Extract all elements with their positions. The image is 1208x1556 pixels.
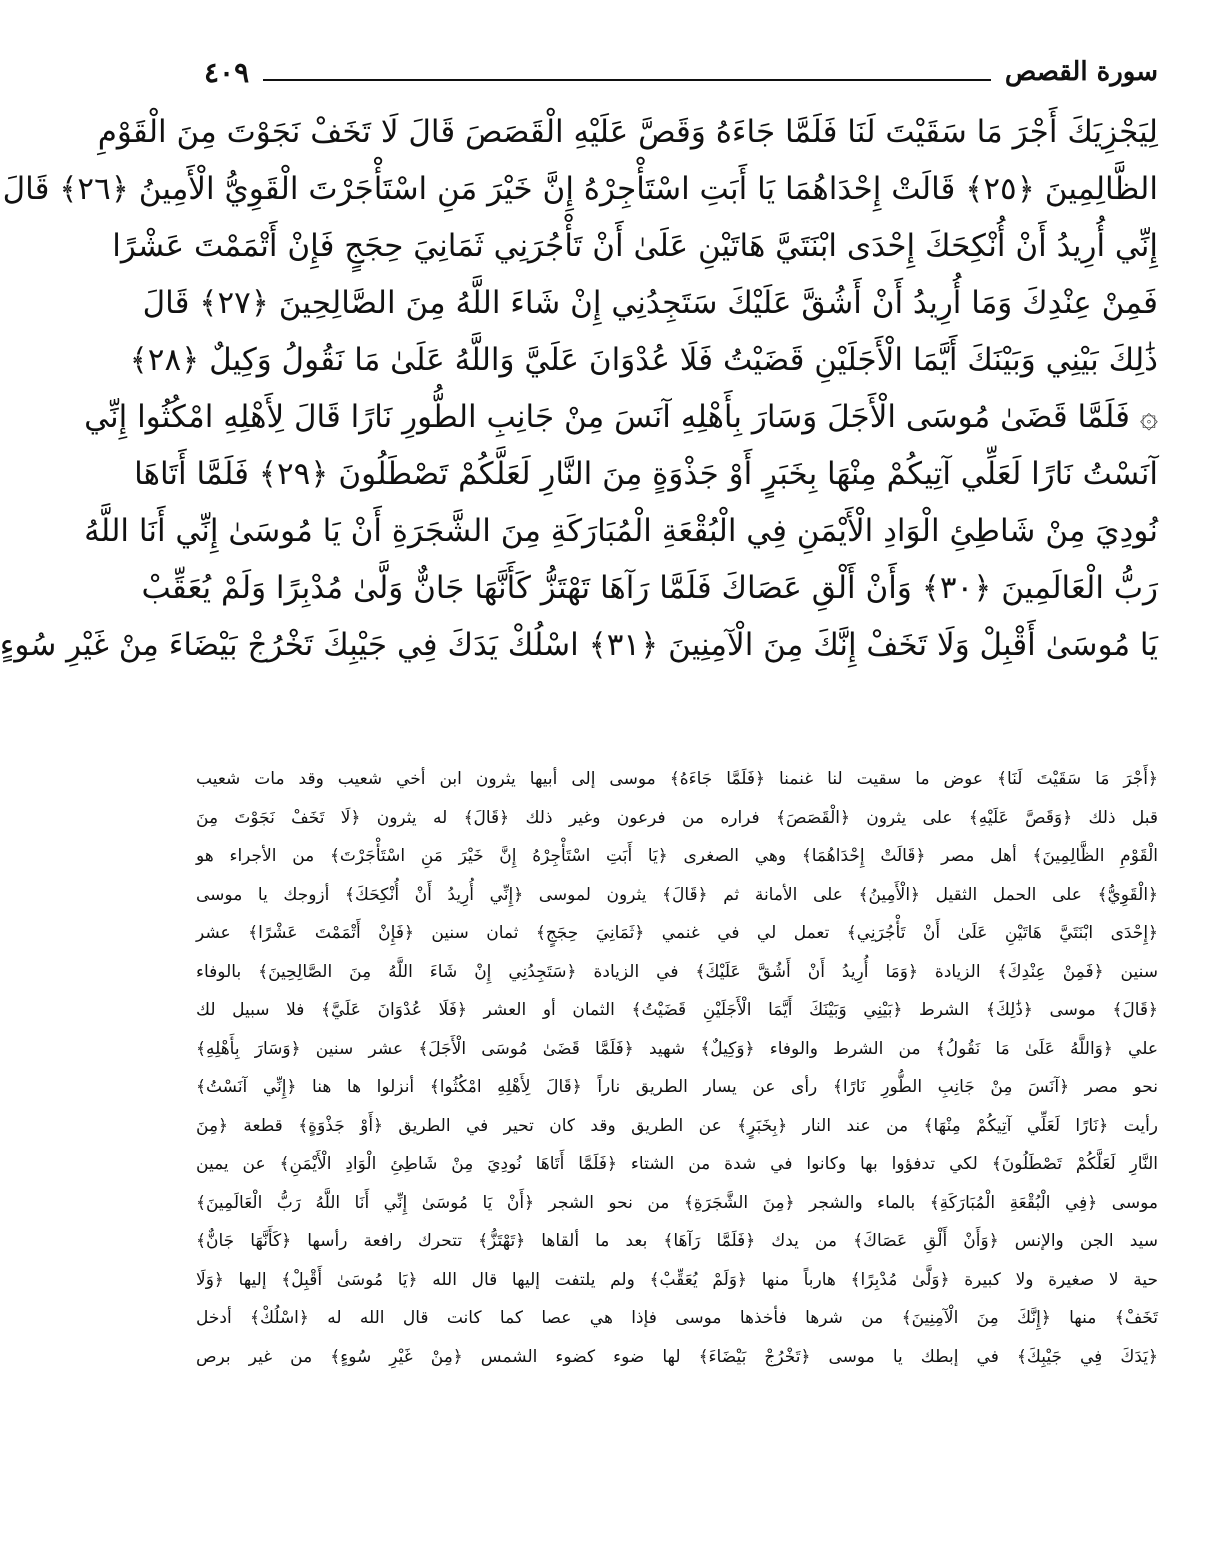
quran-line: نُودِيَ مِنْ شَاطِئِ الْوَادِ الْأَيْمَنِ فِي الْبُقْعَةِ الْمُبَارَكَةِ مِنَ الشَّجَرَةِ أَنْ يَا مُوسَىٰ إِنِّي أَنَا اللَّهُ [84, 513, 1158, 549]
commentary-line: سنين ﴿فَمِنْ عِنْدِكَ﴾ الزيادة ﴿وَمَا أُرِيدُ أَنْ أَشُقَّ عَلَيْكَ﴾ في الزيادة ﴿سَتَجِدُنِي إِنْ شَاءَ اللَّهُ مِنَ الصَّالِحِينَ﴾ بالوفاء [196, 961, 1158, 982]
commentary-line: النَّارِ لَعَلَّكُمْ تَصْطَلُونَ﴾ لكي تدفؤوا بها وكانوا في شدة من الشتاء ﴿فَلَمَّا أَتَاهَا نُودِيَ مِنْ شَاطِئِ الْوَادِ الْأَيْمَنِ﴾ عن يمين [196, 1154, 1158, 1174]
page-header [204, 52, 1158, 92]
quran-line: ذَٰلِكَ بَيْنِي وَبَيْنَكَ أَيَّمَا الْأَجَلَيْنِ قَضَيْتُ فَلَا عُدْوَانَ عَلَيَّ وَاللَّهُ عَلَىٰ مَا نَقُولُ وَكِيلٌ ﴿٢٨﴾ [129, 342, 1158, 378]
quran-line: إِنِّي أُرِيدُ أَنْ أُنْكِحَكَ إِحْدَى ابْنَتَيَّ هَاتَيْنِ عَلَىٰ أَنْ تَأْجُرَنِي ثَمَانِيَ حِجَجٍ فَإِنْ أَتْمَمْتَ عَشْرًا [112, 228, 1158, 264]
commentary-line: رأيت ﴿نَارًا لَعَلِّي آتِيكُمْ مِنْهَا﴾ من عند النار ﴿بِخَبَرٍ﴾ عن الطريق وقد كان تحير في الطريق ﴿أَوْ جَذْوَةٍ﴾ قطعة ﴿مِنَ [196, 1115, 1158, 1136]
commentary-line: حية لا صغيرة ولا كبيرة ﴿وَلَّىٰ مُدْبِرًا﴾ هارباً منها ﴿وَلَمْ يُعَقِّبْ﴾ ولم يلتفت إليها قال الله ﴿يَا مُوسَىٰ أَقْبِلْ﴾ إليها ﴿وَلَا [196, 1269, 1158, 1290]
commentary-line: سيد الجن والإنس ﴿وَأَنْ أَلْقِ عَصَاكَ﴾ من يدك ﴿فَلَمَّا رَآهَا﴾ بعد ما ألقاها ﴿تَهْتَزُّ﴾ تتحرك رافعة رأسها ﴿كَأَنَّهَا جَانٌّ﴾ [196, 1231, 1158, 1251]
commentary-line: ﴿يَدَكَ فِي جَيْبِكَ﴾ في إبطك يا موسى ﴿تَخْرُجْ بَيْضَاءَ﴾ لها ضوء كضوء الشمس ﴿مِنْ غَيْرِ سُوءٍ﴾ من غير برص [196, 1346, 1158, 1367]
commentary-line: قبل ذلك ﴿وَقَصَّ عَلَيْهِ﴾ على يثرون ﴿الْقَصَصَ﴾ فراره من فرعون وغير ذلك ﴿قَالَ﴾ له يثرون ﴿لَا تَخَفْ نَجَوْتَ مِنَ [196, 807, 1158, 828]
header-divider [263, 79, 991, 81]
tafsir-commentary-block [196, 760, 1158, 1376]
commentary-line: تَخَفْ﴾ منها ﴿إِنَّكَ مِنَ الْآمِنِينَ﴾ من شرها فأخذها موسى فإذا هي عصا كما كانت قال الله له ﴿اسْلُكْ﴾ أدخل [196, 1308, 1158, 1328]
commentary-line: ﴿قَالَ﴾ موسى ﴿ذَٰلِكَ﴾ الشرط ﴿بَيْنِي وَبَيْنَكَ أَيَّمَا الْأَجَلَيْنِ قَضَيْتُ﴾ الثمان أو العشر ﴿فَلَا عُدْوَانَ عَلَيَّ﴾ فلا سبيل لك [196, 1000, 1158, 1020]
quran-line: ۞ فَلَمَّا قَضَىٰ مُوسَى الْأَجَلَ وَسَارَ بِأَهْلِهِ آنَسَ مِنْ جَانِبِ الطُّورِ نَارًا قَالَ لِأَهْلِهِ امْكُثُوا إِنِّي [84, 399, 1158, 435]
page-number: ٤٠٩ [204, 55, 250, 89]
commentary-line: نحو مصر ﴿آنَسَ مِنْ جَانِبِ الطُّورِ نَارًا﴾ رأى عن يسار الطريق ناراً ﴿قَالَ لِأَهْلِهِ امْكُثُوا﴾ أنزلوا ها هنا ﴿إِنِّي آنَسْتُ﴾ [196, 1077, 1158, 1097]
quran-line: آنَسْتُ نَارًا لَعَلِّي آتِيكُمْ مِنْهَا بِخَبَرٍ أَوْ جَذْوَةٍ مِنَ النَّارِ لَعَلَّكُمْ تَصْطَلُونَ ﴿٢٩﴾ فَلَمَّا أَتَاهَا [134, 456, 1158, 492]
quran-text-block [0, 104, 1158, 674]
surah-title: سورة القصص [1004, 57, 1158, 87]
commentary-line: ﴿أَجْرَ مَا سَقَيْتَ لَنَا﴾ عوض ما سقيت لنا غنمنا ﴿فَلَمَّا جَاءَهُ﴾ موسى إلى أبيها يثرون ابن أخي شعيب وقد مات شعيب [196, 769, 1158, 789]
quran-line: فَمِنْ عِنْدِكَ وَمَا أُرِيدُ أَنْ أَشُقَّ عَلَيْكَ سَتَجِدُنِي إِنْ شَاءَ اللَّهُ مِنَ الصَّالِحِينَ ﴿٢٧﴾ قَالَ [142, 285, 1158, 321]
commentary-line: علي ﴿وَاللَّهُ عَلَىٰ مَا نَقُولُ﴾ من الشرط والوفاء ﴿وَكِيلٌ﴾ شهيد ﴿فَلَمَّا قَضَىٰ مُوسَى الْأَجَلَ﴾ عشر سنين ﴿وَسَارَ بِأَهْلِهِ﴾ [196, 1038, 1158, 1059]
commentary-line: موسى ﴿فِي الْبُقْعَةِ الْمُبَارَكَةِ﴾ بالماء والشجر ﴿مِنَ الشَّجَرَةِ﴾ من نحو الشجر ﴿أَنْ يَا مُوسَىٰ إِنِّي أَنَا اللَّهُ رَبُّ الْعَالَمِينَ﴾ [196, 1192, 1158, 1213]
commentary-line: ﴿إِحْدَى ابْنَتَيَّ هَاتَيْنِ عَلَىٰ أَنْ تَأْجُرَنِي﴾ تعمل لي في غنمي ﴿ثَمَانِيَ حِجَجٍ﴾ ثمان سنين ﴿فَإِنْ أَتْمَمْتَ عَشْرًا﴾ عشر [196, 923, 1158, 943]
quran-line: رَبُّ الْعَالَمِينَ ﴿٣٠﴾ وَأَنْ أَلْقِ عَصَاكَ فَلَمَّا رَآهَا تَهْتَزُّ كَأَنَّهَا جَانٌّ وَلَّىٰ مُدْبِرًا وَلَمْ يُعَقِّبْ [141, 570, 1158, 606]
quran-line: لِيَجْزِيَكَ أَجْرَ مَا سَقَيْتَ لَنَا فَلَمَّا جَاءَهُ وَقَصَّ عَلَيْهِ الْقَصَصَ قَالَ لَا تَخَفْ نَجَوْتَ مِنَ الْقَوْمِ [97, 114, 1158, 150]
quran-line: يَا مُوسَىٰ أَقْبِلْ وَلَا تَخَفْ إِنَّكَ مِنَ الْآمِنِينَ ﴿٣١﴾ اسْلُكْ يَدَكَ فِي جَيْبِكَ تَخْرُجْ بَيْضَاءَ مِنْ غَيْرِ سُوءٍ [0, 627, 1158, 663]
commentary-line: ﴿الْقَوِيُّ﴾ على الحمل الثقيل ﴿الْأَمِينُ﴾ على الأمانة ثم ﴿قَالَ﴾ يثرون لموسى ﴿إِنِّي أُرِيدُ أَنْ أُنْكِحَكَ﴾ أزوجك يا موسى [196, 884, 1158, 905]
commentary-line: الْقَوْمِ الظَّالِمِينَ﴾ أهل مصر ﴿قَالَتْ إِحْدَاهُمَا﴾ وهي الصغرى ﴿يَا أَبَتِ اسْتَأْجِرْهُ إِنَّ خَيْرَ مَنِ اسْتَأْجَرْتَ﴾ من الأجراء هو [196, 846, 1158, 866]
quran-line: الظَّالِمِينَ ﴿٢٥﴾ قَالَتْ إِحْدَاهُمَا يَا أَبَتِ اسْتَأْجِرْهُ إِنَّ خَيْرَ مَنِ اسْتَأْجَرْتَ الْقَوِيُّ الْأَمِينُ ﴿٢٦﴾ قَالَ [2, 171, 1158, 207]
